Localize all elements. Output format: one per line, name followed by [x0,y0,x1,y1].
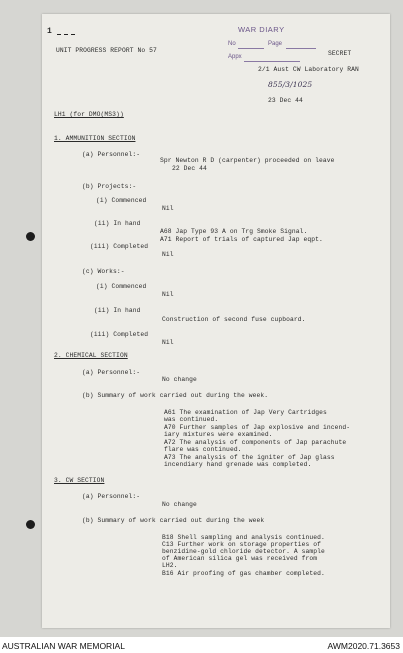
report-title: UNIT PROGRESS REPORT No 57 [56,47,157,54]
war-diary-stamp-no: No [228,41,236,47]
s2-summary-line: A73 The analysis of the igniter of Jap glass [164,454,335,461]
s3-personnel-label: (a) Personnel:- [82,493,141,500]
document-page [42,14,390,628]
s1-projects-inhand-line-1: A68 Jap Type 93 A on Trg Smoke Signal. [160,228,308,235]
s1-works-commenced-value: Nil [162,291,174,298]
pin-dash-2 [64,34,68,35]
punch-hole-bottom [26,520,35,529]
war-diary-stamp-appx: Appx [228,54,242,60]
s3-summary-line: of American silica gel was received from [162,555,318,562]
s1-works-commenced-label: (i) Commenced [96,283,147,290]
stamp-page-line [286,48,316,49]
footer-bar [0,637,403,653]
section-1-title: 1. AMMUNITION SECTION [54,135,136,142]
s3-summary-line: C13 Further work on storage properties of [162,541,322,548]
s1-works-inhand-value: Construction of second fuse cupboard. [162,316,306,323]
punch-hole-top [26,232,35,241]
s1-personnel-text: Spr Newton R D (carpenter) proceeded on leave [160,157,335,164]
classification: SECRET [328,50,352,57]
s2-summary-line: iary mixtures were examined. [164,431,273,438]
unit-name: 2/1 Aust CW Laboratory RAN [258,66,359,73]
s2-summary-line: A70 Further samples of Jap explosive and incend- [164,424,351,431]
s1-projects-inhand-line-2: A71 Report of trials of captured Jap eqpt. [160,236,323,243]
s1-works-inhand-label: (ii) In hand [94,307,141,314]
pin-dash-3 [71,34,75,35]
s2-summary-line: incendiary hand grenade was completed. [164,461,312,468]
s3-summary-label: (b) Summary of work carried out during the week [82,517,265,524]
s1-projects-label: (b) Projects:- [82,183,137,190]
s1-projects-commenced-label: (i) Commenced [96,197,147,204]
s1-personnel-date: 22 Dec 44 [172,165,207,172]
stamp-appx-line [244,61,300,62]
s1-works-completed-value: Nil [162,339,174,346]
s1-projects-commenced-value: Nil [162,205,174,212]
s3-summary-line: benzidine-gold chloride detector. A sample [162,548,325,555]
s2-summary-line: A72 The analysis of components of Jap parachute [164,439,347,446]
footer-archive-name: AUSTRALIAN WAR MEMORIAL [2,641,125,651]
war-diary-stamp-page: Page [268,41,283,47]
s1-projects-completed-value: Nil [162,251,174,258]
s1-projects-completed-label: (iii) Completed [90,243,149,250]
report-date: 23 Dec 44 [268,97,303,104]
s2-summary-line: A61 The examination of Jap Very Cartridges [164,409,327,416]
document-heading: LH1 (for DMO(MS3)) [54,111,124,118]
s2-summary-line: flare was continued. [164,446,242,453]
section-3-title: 3. CW SECTION [54,477,105,484]
pin-dash-1 [57,34,61,35]
s1-projects-inhand-label: (ii) In hand [94,220,141,227]
s1-works-completed-label: (iii) Completed [90,331,149,338]
pin-mark: 1 [47,27,52,36]
war-diary-stamp-title: WAR DIARY [238,25,285,34]
s1-works-label: (c) Works:- [82,268,125,275]
s2-summary-label: (b) Summary of work carried out during the week. [82,392,269,399]
section-2-title: 2. CHEMICAL SECTION [54,352,128,359]
s3-summary-line: LH2. [162,562,178,569]
s2-summary-line: was continued. [164,416,219,423]
s3-summary-line: B18 Shell sampling and analysis continued. [162,534,325,541]
s2-personnel-label: (a) Personnel:- [82,369,141,376]
s2-personnel-value: No change [162,376,197,383]
footer-accession-number: AWM2020.71.3653 [327,641,400,651]
stamp-no-line [238,48,264,49]
reference-number: 855/3/1025 [268,80,313,89]
s3-personnel-value: No change [162,501,197,508]
s1-personnel-label: (a) Personnel:- [82,151,141,158]
s3-summary-line: B16 Air proofing of gas chamber completed. [162,570,325,577]
